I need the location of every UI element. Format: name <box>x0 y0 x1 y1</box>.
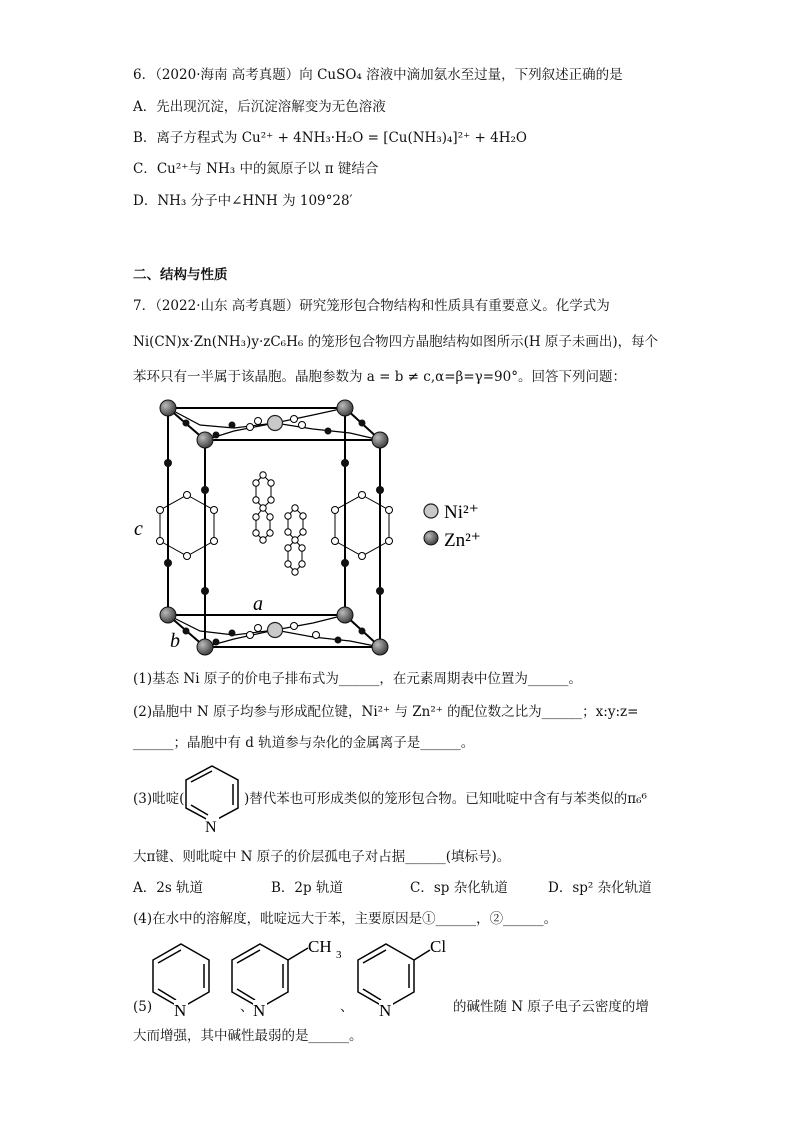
q6-option-c: C．Cu²⁺与 NH₃ 中的氮原子以 π 键结合 <box>133 161 379 177</box>
q6-option-a: A．先出现沉淀，后沉淀溶解变为无色溶液 <box>133 99 386 115</box>
pyridine-ring-icon <box>146 936 216 1022</box>
q7-part3-option-b: B．2p 轨道 <box>271 880 343 896</box>
q7-part3-option-a: A．2s 轨道 <box>133 880 204 896</box>
section-title: 二、结构与性质 <box>133 267 228 283</box>
legend-ni-label: Ni²⁺ <box>444 502 479 523</box>
crystal-cell-figure <box>130 395 500 663</box>
q7-part3-line2: 大π键、则吡啶中 N 原子的价层孤电子对占据______(填标号)。 <box>133 849 511 865</box>
q7-part2-line1: (2)晶胞中 N 原子均参与形成配位键，Ni²⁺ 与 Zn²⁺ 的配位数之比为______；x:y:z= <box>133 704 639 720</box>
q6-option-b: B．离子方程式为 Cu²⁺ + 4NH₃·H₂O = [Cu(NH₃)₄]²⁺ + 4H₂O <box>133 130 527 146</box>
ring3-n-label: N <box>379 1001 392 1020</box>
chloropyridine-icon <box>350 932 460 1022</box>
legend-zn-marker <box>424 531 438 545</box>
legend-ni-marker <box>424 504 438 518</box>
axis-label-b: b <box>170 630 180 652</box>
ring2-n-label: N <box>253 1001 266 1020</box>
q7-part5-sep2: 、 <box>340 999 354 1015</box>
q7-stem-line2: Ni(CN)x·Zn(NH₃)y·zC₆H₆ 的笼形包合物四方晶胞结构如图所示(H 原子未画出)，每个 <box>133 334 659 350</box>
q6-option-d: D．NH₃ 分子中∠HNH 为 109°28′ <box>133 193 353 209</box>
cl-label: Cl <box>430 937 447 956</box>
q7-part5-label: (5) <box>133 999 153 1015</box>
q7-stem-line3: 苯环只有一半属于该晶胞。晶胞参数为 a = b ≠ c,α=β=γ=90°。回答下列问题： <box>133 369 626 385</box>
methylpyridine-icon <box>224 932 344 1022</box>
q7-stem-line1: 7．（2022·山东 高考真题）研究笼形包合物结构和性质具有重要意义。化学式为 <box>133 298 610 314</box>
ch3-label: CH <box>308 937 332 956</box>
q7-part4: (4)在水中的溶解度，吡啶远大于苯，主要原因是①______，②______。 <box>133 911 558 927</box>
axis-label-c: c <box>134 518 143 540</box>
ch3-subscript: 3 <box>336 949 342 961</box>
q7-part3-post: )替代苯也可形成类似的笼形包合物。已知吡啶中含有与苯类似的π₆⁶ <box>244 791 647 807</box>
q7-part1: (1)基态 Ni 原子的价电子排布式为______，在元素周期表中位置为______。 <box>133 671 582 687</box>
q7-part3-option-d: D．sp² 杂化轨道 <box>548 880 652 896</box>
q7-part5-tail: 的碱性随 N 原子电子云密度的增 <box>453 999 649 1015</box>
ring1-n-label: N <box>174 1001 187 1020</box>
axis-label-a: a <box>253 593 263 615</box>
q7-part3-option-c: C．sp 杂化轨道 <box>410 880 508 896</box>
q7-part5-sep1: 、 <box>240 999 254 1015</box>
q7-part3-pre: (3)吡啶( <box>133 791 185 807</box>
legend-zn-label: Zn²⁺ <box>444 530 481 551</box>
q7-part5-line2: 大而增强，其中碱性最弱的是______。 <box>133 1028 363 1044</box>
q6-stem: 6．（2020·海南 高考真题）向 CuSO₄ 溶液中滴加氨水至过量，下列叙述正确的是 <box>133 67 623 83</box>
pyridine-icon <box>180 760 244 838</box>
pyridine-n-label: N <box>205 819 217 836</box>
q7-part2-line2: ______；晶胞中有 d 轨道参与杂化的金属离子是______。 <box>133 735 475 751</box>
